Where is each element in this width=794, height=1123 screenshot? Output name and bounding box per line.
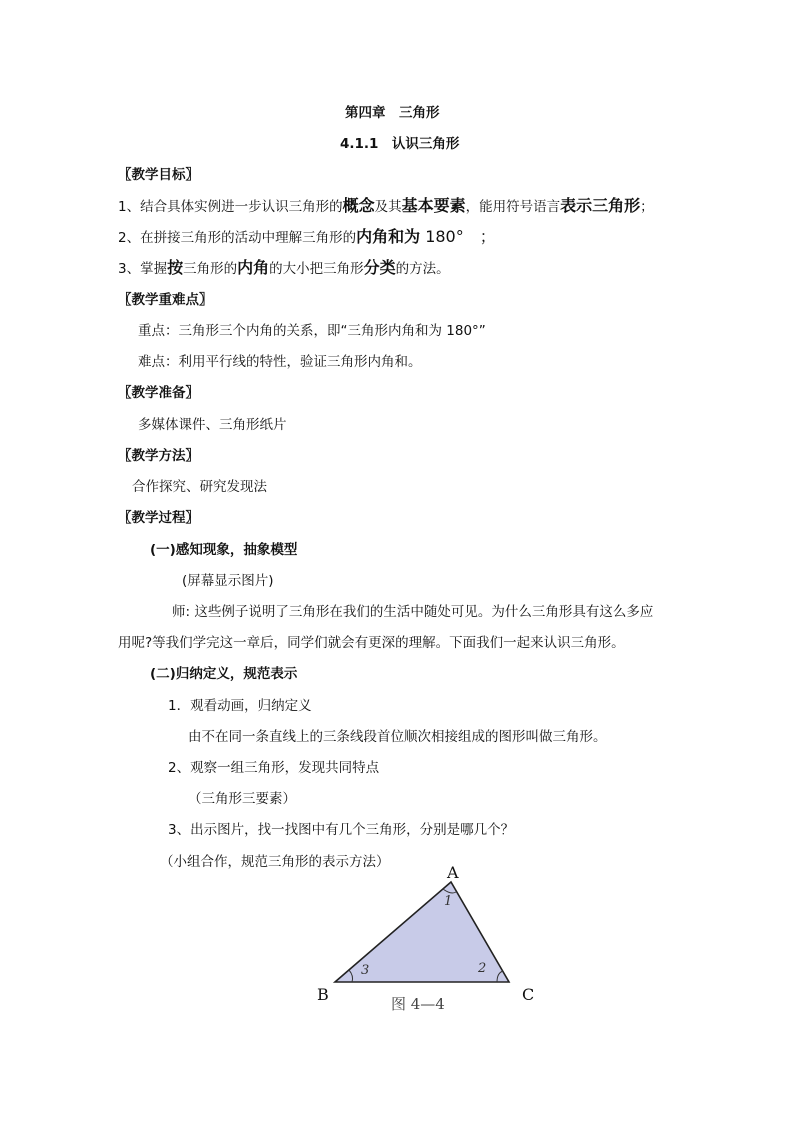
- vertex-c-label: C: [522, 985, 535, 1004]
- goal-1-text-c: 及其: [374, 199, 402, 215]
- section-1-para-1: 师: 这些例子说明了三角形在我们的生活中随处可见。为什么三角形具有这么多应: [172, 604, 654, 620]
- goal-1-text-g: ；: [640, 199, 654, 215]
- goal-item-1: [118, 196, 654, 217]
- step-1: 1．观看动画，归纳定义: [168, 698, 312, 714]
- step-2-note: （三角形三要素）: [188, 791, 296, 807]
- angle-1-label: 1: [444, 894, 453, 909]
- goal-3-text-b: 按: [167, 258, 184, 277]
- goal-3-text-e: 的大小把三角形: [269, 261, 364, 277]
- goal-item-3: [118, 258, 450, 279]
- key-points-heading: 〖教学重难点〗: [118, 292, 213, 308]
- goal-1-text-f: 表示三角形: [560, 196, 641, 215]
- goal-item-2: [118, 227, 496, 248]
- angle-2-label: 2: [478, 961, 487, 976]
- section-1-title: (一)感知现象，抽象模型: [150, 542, 298, 558]
- goal-1-text-e: ，能用符号语言: [465, 199, 561, 215]
- angle-3-label: 3: [361, 963, 370, 978]
- preparation-heading: 〖教学准备〗: [118, 385, 199, 401]
- method-heading: 〖教学方法〗: [118, 448, 199, 464]
- preparation-text: 多媒体课件、三角形纸片: [138, 417, 287, 433]
- vertex-a-label: A: [447, 863, 459, 882]
- triangle-figure: [305, 858, 555, 1018]
- method-text: 合作探究、研究发现法: [132, 479, 267, 495]
- difficult-point: 难点：利用平行线的特性，验证三角形内角和。: [138, 354, 422, 370]
- step-3: 3、出示图片，找一找图中有几个三角形，分别是哪几个？: [168, 822, 515, 838]
- section-2-title: (二)归纳定义，规范表示: [150, 666, 298, 682]
- goal-3-text-a: 3、掌握: [118, 261, 168, 277]
- goal-1-text-b: 概念: [342, 196, 375, 215]
- step-3-note: （小组合作，规范三角形的表示方法）: [160, 854, 390, 870]
- chapter-title: 第四章 三角形: [345, 105, 440, 121]
- goal-1-text-a: 1、结合具体实例进一步认识三角形的: [118, 199, 343, 215]
- lesson-title: 4.1.1 认识三角形: [340, 136, 460, 152]
- section-1-para-2: 用呢?等我们学完这一章后，同学们就会有更深的理解。下面我们一起来认识三角形。: [118, 635, 625, 651]
- process-heading: 〖教学过程〗: [118, 510, 199, 526]
- figure-caption: 图 4—4: [391, 995, 445, 1013]
- triangle-svg: [305, 858, 555, 1018]
- goal-2-text-b: 内角和为: [356, 227, 421, 246]
- section-1-note: (屏幕显示图片): [182, 573, 274, 589]
- goal-3-text-c: 三角形的: [183, 261, 238, 277]
- goal-2-text-a: 2、在拼接三角形的活动中理解三角形的: [118, 230, 357, 246]
- goal-2-text-c: 180° ；: [420, 227, 496, 246]
- goal-3-text-g: 的方法。: [395, 261, 450, 277]
- goal-3-text-d: 内角: [237, 258, 270, 277]
- step-1-definition: 由不在同一条直线上的三条线段首位顺次相接组成的图形叫做三角形。: [188, 729, 607, 745]
- key-point: 重点：三角形三个内角的关系，即“三角形内角和为 180°”: [138, 323, 486, 339]
- goal-3-text-f: 分类: [363, 258, 396, 277]
- step-2: 2、观察一组三角形，发现共同特点: [168, 760, 380, 776]
- goals-heading: 〖教学目标〗: [118, 167, 199, 183]
- goal-1-text-d: 基本要素: [401, 196, 466, 215]
- vertex-b-label: B: [317, 985, 329, 1004]
